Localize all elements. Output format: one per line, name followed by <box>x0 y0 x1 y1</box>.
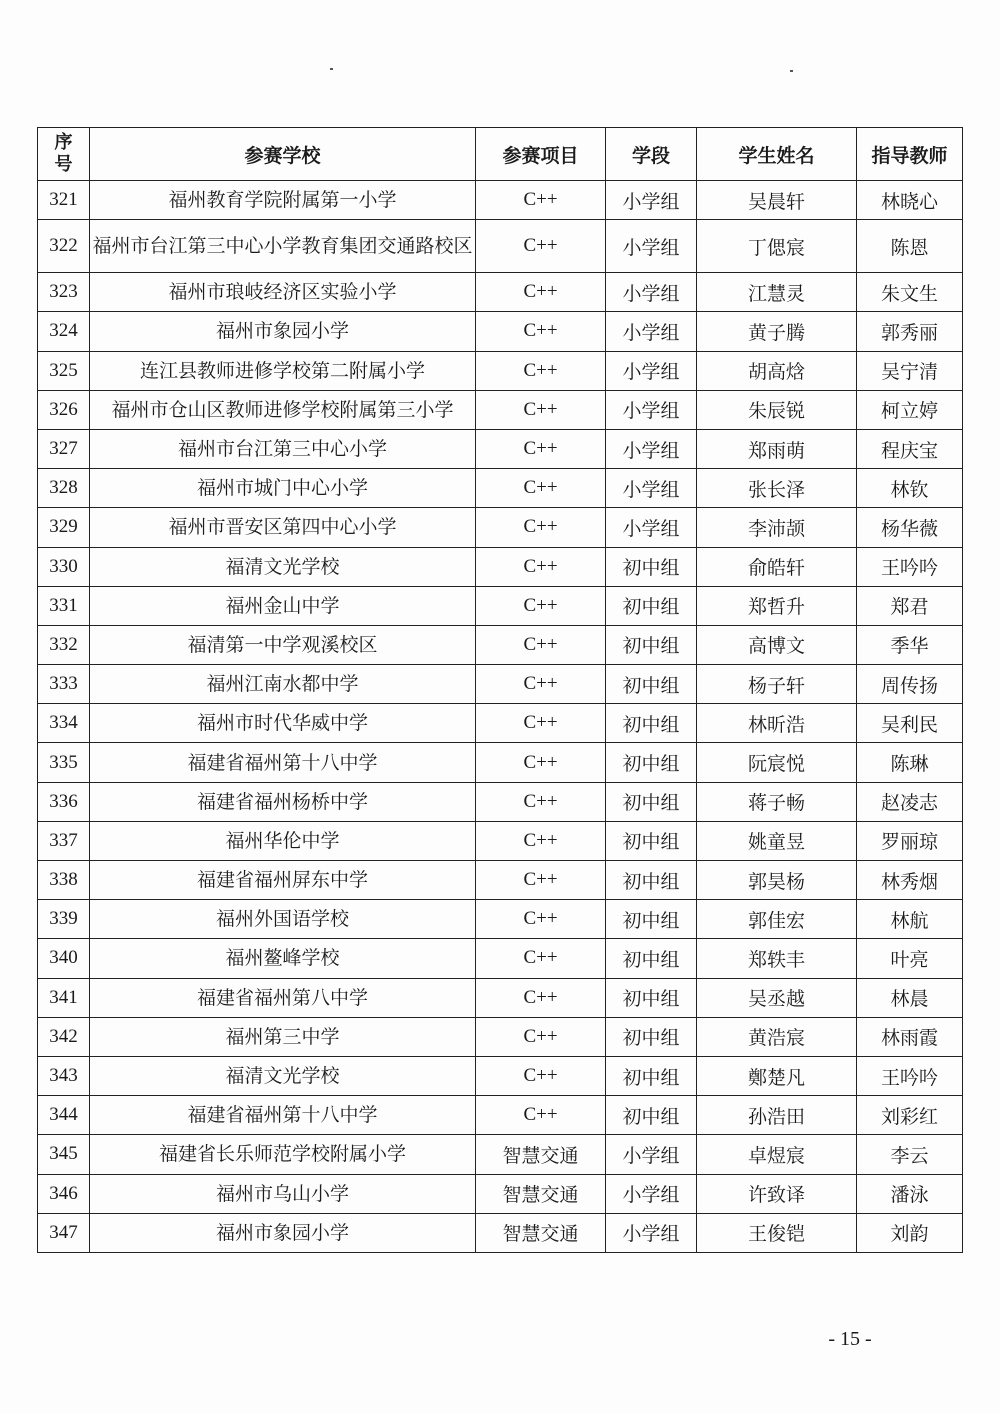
cell-level: 初中组 <box>606 704 697 743</box>
cell-project: C++ <box>476 429 606 468</box>
cell-teacher: 陈琳 <box>857 743 963 782</box>
cell-seq: 333 <box>38 665 90 704</box>
cell-school: 福州教育学院附属第一小学 <box>90 181 476 220</box>
cell-school: 福州市象园小学 <box>90 1213 476 1252</box>
table-row <box>38 625 963 664</box>
cell-seq: 334 <box>38 704 90 743</box>
cell-project: C++ <box>476 704 606 743</box>
cell-project: C++ <box>476 782 606 821</box>
cell-project: C++ <box>476 665 606 704</box>
cell-project: C++ <box>476 508 606 547</box>
cell-project: C++ <box>476 181 606 220</box>
cell-seq: 321 <box>38 181 90 220</box>
cell-teacher: 林晓心 <box>857 181 963 220</box>
cell-level: 小学组 <box>606 273 697 312</box>
cell-teacher: 罗丽琼 <box>857 821 963 860</box>
cell-seq: 346 <box>38 1174 90 1213</box>
cell-teacher: 王吟吟 <box>857 547 963 586</box>
cell-seq: 345 <box>38 1135 90 1174</box>
cell-student: 阮宸悦 <box>697 743 857 782</box>
cell-level: 小学组 <box>606 429 697 468</box>
cell-school: 福清文光学校 <box>90 1056 476 1095</box>
cell-student: 鄭楚凡 <box>697 1056 857 1095</box>
table-row <box>38 1213 963 1252</box>
cell-seq: 340 <box>38 939 90 978</box>
header-project: 参赛项目 <box>476 128 606 181</box>
cell-school: 福州市琅岐经济区实验小学 <box>90 273 476 312</box>
cell-student: 朱辰锐 <box>697 390 857 429</box>
cell-teacher: 刘韵 <box>857 1213 963 1252</box>
table-row <box>38 508 963 547</box>
table-row <box>38 469 963 508</box>
cell-project: 智慧交通 <box>476 1213 606 1252</box>
cell-student: 蒋子畅 <box>697 782 857 821</box>
cell-seq: 343 <box>38 1056 90 1095</box>
cell-student: 王俊铠 <box>697 1213 857 1252</box>
cell-level: 小学组 <box>606 220 697 273</box>
cell-project: C++ <box>476 469 606 508</box>
table-row <box>38 1135 963 1174</box>
cell-seq: 337 <box>38 821 90 860</box>
cell-project: C++ <box>476 586 606 625</box>
cell-project: C++ <box>476 220 606 273</box>
cell-teacher: 林雨霞 <box>857 1017 963 1056</box>
cell-seq: 339 <box>38 900 90 939</box>
cell-school: 福州市象园小学 <box>90 312 476 351</box>
cell-level: 初中组 <box>606 625 697 664</box>
cell-school: 福州外国语学校 <box>90 900 476 939</box>
cell-project: C++ <box>476 861 606 900</box>
cell-school: 福建省福州杨桥中学 <box>90 782 476 821</box>
cell-student: 杨子轩 <box>697 665 857 704</box>
cell-teacher: 郭秀丽 <box>857 312 963 351</box>
cell-project: C++ <box>476 1056 606 1095</box>
table-row <box>38 665 963 704</box>
table-row <box>38 181 963 220</box>
cell-seq: 330 <box>38 547 90 586</box>
cell-student: 黄子腾 <box>697 312 857 351</box>
cell-student: 吴晨轩 <box>697 181 857 220</box>
header-student: 学生姓名 <box>697 128 857 181</box>
cell-teacher: 李云 <box>857 1135 963 1174</box>
cell-student: 江慧灵 <box>697 273 857 312</box>
cell-project: C++ <box>476 900 606 939</box>
cell-seq: 341 <box>38 978 90 1017</box>
cell-seq: 328 <box>38 469 90 508</box>
cell-project: C++ <box>476 547 606 586</box>
cell-teacher: 程庆宝 <box>857 429 963 468</box>
cell-seq: 327 <box>38 429 90 468</box>
cell-school: 福建省福州第十八中学 <box>90 1096 476 1135</box>
cell-student: 林昕浩 <box>697 704 857 743</box>
cell-seq: 335 <box>38 743 90 782</box>
cell-seq: 332 <box>38 625 90 664</box>
cell-seq: 322 <box>38 220 90 273</box>
table-row <box>38 390 963 429</box>
table-row <box>38 1017 963 1056</box>
cell-student: 卓煜宸 <box>697 1135 857 1174</box>
cell-student: 胡高焓 <box>697 351 857 390</box>
cell-seq: 347 <box>38 1213 90 1252</box>
cell-school: 福建省福州第八中学 <box>90 978 476 1017</box>
cell-school: 福州鳌峰学校 <box>90 939 476 978</box>
table-row <box>38 1174 963 1213</box>
page-number: - 15 - <box>828 1328 872 1350</box>
cell-school: 福州市乌山小学 <box>90 1174 476 1213</box>
cell-student: 黄浩宸 <box>697 1017 857 1056</box>
table-row <box>38 704 963 743</box>
cell-school: 福州市台江第三中心小学教育集团交通路校区 <box>90 220 476 273</box>
scan-speck <box>790 70 793 72</box>
cell-student: 许致译 <box>697 1174 857 1213</box>
cell-project: C++ <box>476 978 606 1017</box>
cell-school: 福州第三中学 <box>90 1017 476 1056</box>
cell-student: 俞皓轩 <box>697 547 857 586</box>
cell-teacher: 刘彩红 <box>857 1096 963 1135</box>
table-row <box>38 312 963 351</box>
table-row <box>38 900 963 939</box>
cell-seq: 325 <box>38 351 90 390</box>
cell-project: C++ <box>476 312 606 351</box>
cell-teacher: 郑君 <box>857 586 963 625</box>
cell-teacher: 叶亮 <box>857 939 963 978</box>
table-row <box>38 429 963 468</box>
cell-project: C++ <box>476 743 606 782</box>
cell-teacher: 朱文生 <box>857 273 963 312</box>
cell-project: C++ <box>476 273 606 312</box>
cell-school: 福州市时代华威中学 <box>90 704 476 743</box>
cell-school: 福州市仓山区教师进修学校附属第三小学 <box>90 390 476 429</box>
cell-teacher: 林航 <box>857 900 963 939</box>
cell-level: 初中组 <box>606 743 697 782</box>
header-seq: 序 号 <box>38 128 90 181</box>
cell-seq: 331 <box>38 586 90 625</box>
table-row <box>38 939 963 978</box>
cell-project: C++ <box>476 390 606 429</box>
cell-school: 福州市台江第三中心小学 <box>90 429 476 468</box>
cell-level: 初中组 <box>606 900 697 939</box>
cell-level: 初中组 <box>606 861 697 900</box>
cell-teacher: 陈恩 <box>857 220 963 273</box>
cell-seq: 326 <box>38 390 90 429</box>
cell-student: 郭昊杨 <box>697 861 857 900</box>
table-row <box>38 1056 963 1095</box>
table-row <box>38 273 963 312</box>
cell-student: 孙浩田 <box>697 1096 857 1135</box>
cell-seq: 338 <box>38 861 90 900</box>
cell-school: 福清第一中学观溪校区 <box>90 625 476 664</box>
cell-teacher: 周传扬 <box>857 665 963 704</box>
cell-student: 姚童昱 <box>697 821 857 860</box>
cell-project: C++ <box>476 821 606 860</box>
cell-level: 小学组 <box>606 1213 697 1252</box>
cell-school: 福州华伦中学 <box>90 821 476 860</box>
cell-teacher: 季华 <box>857 625 963 664</box>
cell-level: 初中组 <box>606 586 697 625</box>
cell-teacher: 赵凌志 <box>857 782 963 821</box>
header-teacher: 指导教师 <box>857 128 963 181</box>
cell-teacher: 杨华薇 <box>857 508 963 547</box>
cell-teacher: 吴宁清 <box>857 351 963 390</box>
header-school: 参赛学校 <box>90 128 476 181</box>
cell-level: 初中组 <box>606 665 697 704</box>
cell-level: 初中组 <box>606 939 697 978</box>
cell-seq: 336 <box>38 782 90 821</box>
cell-seq: 323 <box>38 273 90 312</box>
cell-level: 小学组 <box>606 1135 697 1174</box>
table-row <box>38 743 963 782</box>
scan-speck <box>330 68 333 70</box>
cell-seq: 344 <box>38 1096 90 1135</box>
cell-project: C++ <box>476 351 606 390</box>
table-row <box>38 821 963 860</box>
cell-level: 小学组 <box>606 1174 697 1213</box>
cell-project: 智慧交通 <box>476 1135 606 1174</box>
cell-school: 福建省长乐师范学校附属小学 <box>90 1135 476 1174</box>
table-row <box>38 351 963 390</box>
cell-level: 初中组 <box>606 821 697 860</box>
cell-school: 福建省福州第十八中学 <box>90 743 476 782</box>
table-row <box>38 586 963 625</box>
cell-seq: 329 <box>38 508 90 547</box>
table-row <box>38 861 963 900</box>
cell-level: 初中组 <box>606 1056 697 1095</box>
cell-seq: 324 <box>38 312 90 351</box>
table-row <box>38 782 963 821</box>
cell-school: 福州市城门中心小学 <box>90 469 476 508</box>
cell-level: 小学组 <box>606 508 697 547</box>
cell-student: 吴丞越 <box>697 978 857 1017</box>
table-row <box>38 978 963 1017</box>
cell-school: 福州江南水都中学 <box>90 665 476 704</box>
cell-teacher: 柯立婷 <box>857 390 963 429</box>
cell-teacher: 吴利民 <box>857 704 963 743</box>
table-header-row <box>38 128 963 181</box>
cell-seq: 342 <box>38 1017 90 1056</box>
cell-project: C++ <box>476 939 606 978</box>
cell-project: C++ <box>476 625 606 664</box>
header-level: 学段 <box>606 128 697 181</box>
cell-student: 郑轶丰 <box>697 939 857 978</box>
cell-teacher: 林晨 <box>857 978 963 1017</box>
cell-project: C++ <box>476 1017 606 1056</box>
competition-roster-table <box>37 127 963 1253</box>
cell-student: 丁偲宸 <box>697 220 857 273</box>
cell-teacher: 林秀烟 <box>857 861 963 900</box>
cell-level: 小学组 <box>606 469 697 508</box>
cell-school: 福建省福州屏东中学 <box>90 861 476 900</box>
cell-student: 郑雨萌 <box>697 429 857 468</box>
cell-student: 张长泽 <box>697 469 857 508</box>
cell-student: 郑哲升 <box>697 586 857 625</box>
cell-level: 小学组 <box>606 351 697 390</box>
cell-level: 初中组 <box>606 547 697 586</box>
table-row <box>38 547 963 586</box>
cell-level: 小学组 <box>606 312 697 351</box>
cell-project: 智慧交通 <box>476 1174 606 1213</box>
cell-teacher: 王吟吟 <box>857 1056 963 1095</box>
table-row <box>38 1096 963 1135</box>
cell-student: 李沛颉 <box>697 508 857 547</box>
cell-student: 高博文 <box>697 625 857 664</box>
cell-level: 初中组 <box>606 1017 697 1056</box>
cell-school: 福州金山中学 <box>90 586 476 625</box>
cell-level: 小学组 <box>606 181 697 220</box>
cell-teacher: 潘泳 <box>857 1174 963 1213</box>
cell-school: 福州市晋安区第四中心小学 <box>90 508 476 547</box>
cell-level: 小学组 <box>606 390 697 429</box>
table-row <box>38 220 963 273</box>
cell-student: 郭佳宏 <box>697 900 857 939</box>
cell-level: 初中组 <box>606 782 697 821</box>
cell-project: C++ <box>476 1096 606 1135</box>
cell-teacher: 林钦 <box>857 469 963 508</box>
cell-school: 连江县教师进修学校第二附属小学 <box>90 351 476 390</box>
cell-level: 初中组 <box>606 1096 697 1135</box>
cell-school: 福清文光学校 <box>90 547 476 586</box>
cell-level: 初中组 <box>606 978 697 1017</box>
